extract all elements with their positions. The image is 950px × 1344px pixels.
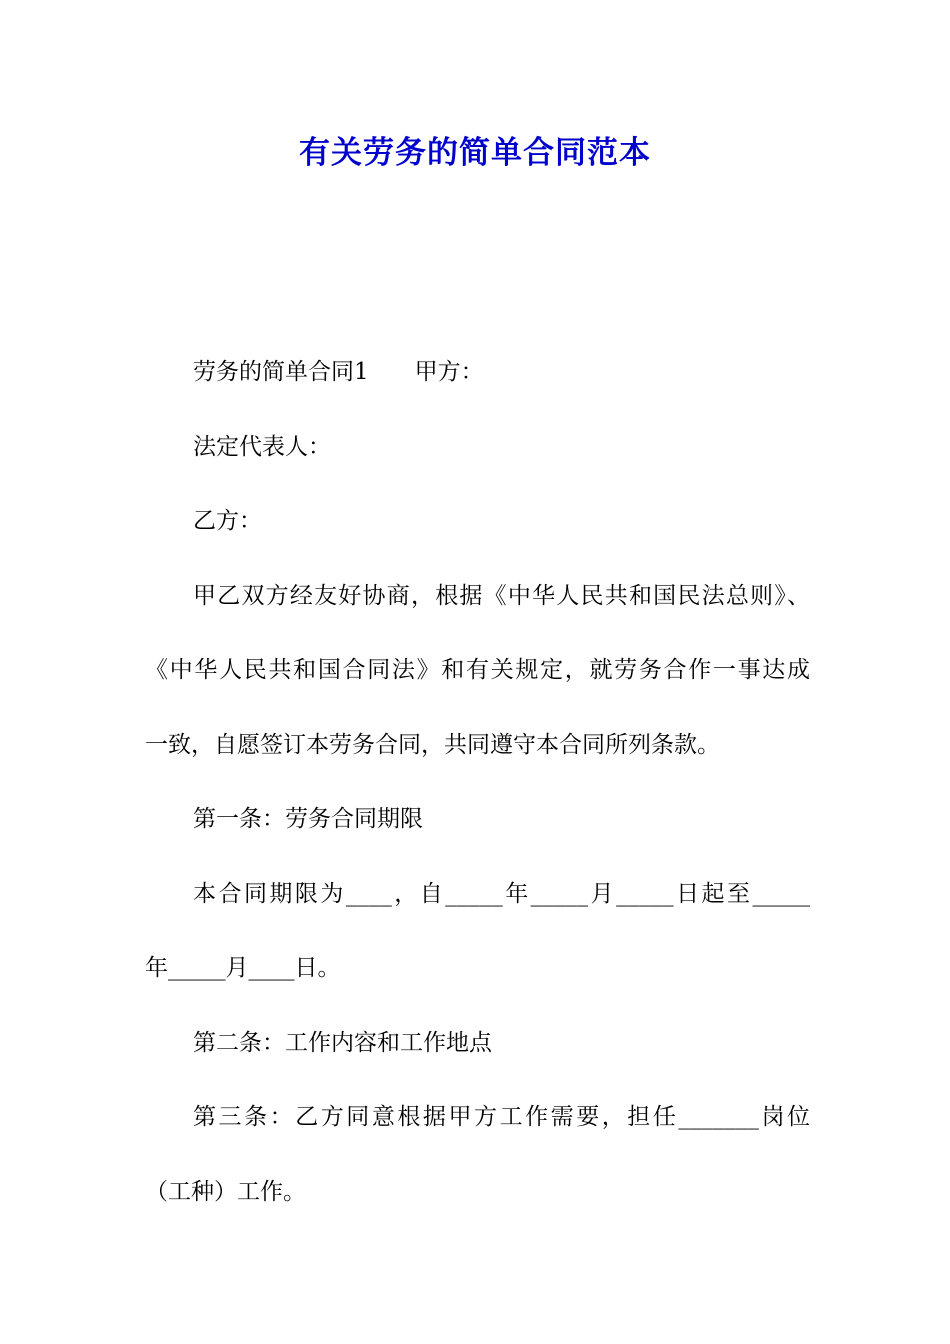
paragraph-preamble-line-2: 《中华人民共和国合同法》和有关规定，就劳务合作一事达成 — [145, 657, 810, 683]
paragraph-contract-heading — [145, 335, 810, 410]
article-3-line-1: 第三条：乙方同意根据甲方工作需要，担任_______岗位 — [193, 1104, 810, 1130]
paragraph-preamble-line-3: 一致，自愿签订本劳务合同，共同遵守本合同所列条款。 — [145, 731, 720, 758]
contract-number-label: 劳务的简单合同1 — [193, 359, 369, 385]
article-3-line-2: （工种）工作。 — [145, 1178, 306, 1205]
paragraph-preamble-line-1: 甲乙双方经友好协商，根据《中华人民共和国民法总则》、 — [193, 582, 810, 609]
article-1-heading: 第一条：劳务合同期限 — [193, 806, 423, 832]
article-1-term-line-1: 本合同期限为____，自_____年_____月_____日起至_____ — [193, 880, 810, 907]
article-1-term-line-2: 年_____月____日。 — [145, 955, 341, 981]
paragraph-party-b: 乙方： — [193, 508, 262, 534]
document-body — [145, 335, 810, 1229]
party-a-label: 甲方： — [414, 359, 484, 385]
document-title: 有关劳务的简单合同范本 — [299, 135, 651, 171]
paragraph-legal-representative: 法定代表人： — [193, 433, 331, 460]
article-2-heading: 第二条：工作内容和工作地点 — [193, 1029, 492, 1056]
